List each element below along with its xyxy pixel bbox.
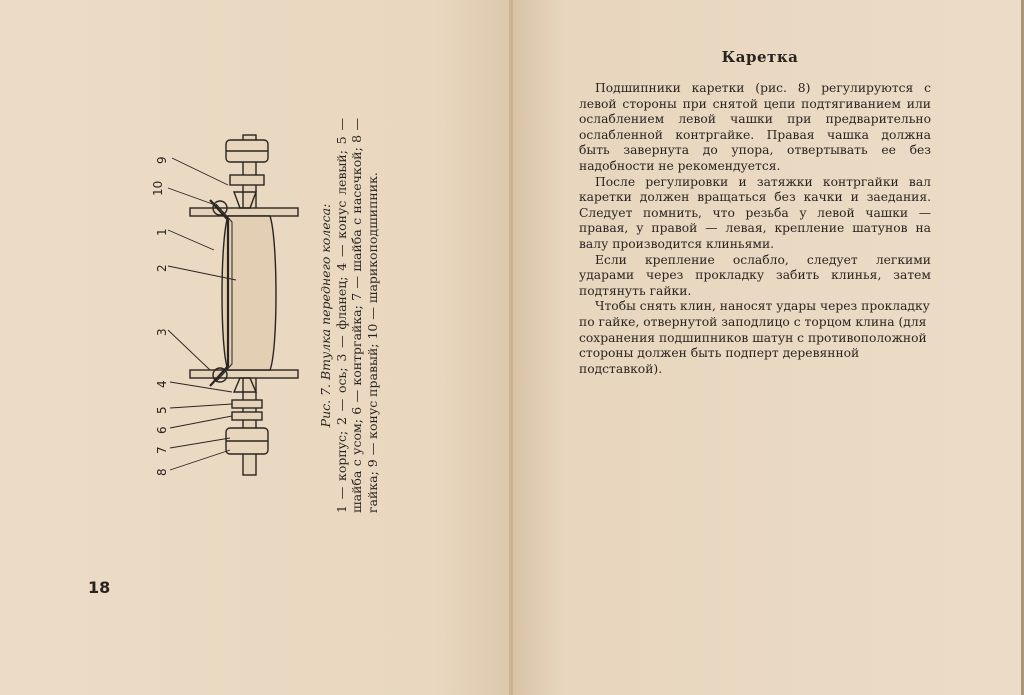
callout-4: 4 [155,380,169,388]
bottom-flange-drawing [190,370,298,378]
callout-10: 10 [151,180,165,196]
page-number: 18 [88,578,111,597]
callout-5: 5 [155,406,169,414]
figure-caption [318,118,386,513]
hub-body-drawing [222,216,276,370]
paragraph-3: Если крепление ослабло, следует легкими ударами через прокладку забить клинья, затем подтянуть гайки. [579,252,931,298]
callout-2: 2 [155,264,169,272]
hub-figure [150,130,320,490]
callout-6: 6 [155,426,169,434]
section-title: Каретка [721,48,799,66]
caption-title: Рис. 7. Втулка переднего колеса: [318,203,333,428]
callout-3: 3 [155,328,169,336]
callout-7: 7 [155,446,169,454]
paragraph-2: После регулировки и затяжки контргайки вал каретки должен вращаться без качки и заедания. Следует помнить, что резьба у левой чашки — правая, у правой — левая, крепление шатунов на валу производится клиньями. [579,174,931,251]
caption-body: 1 — корпус; 2 — ось; 3 — фланец; 4 — конус левый; 5 — шайба с усом; 6 — контргайка; 7 — шайба с насечкой; 8 — гайка; 9 — конус правый; 10 — шарикоподшипник. [333,118,380,513]
paragraph-4: Чтобы снять клин, наносят удары через прокладку по гайке, отвернутой заподлицо с торцом клина (для сохранения подшипников шатун с противоположной стороны должен быть подперт деревянной подставкой). [579,299,930,376]
callout-8: 8 [155,468,169,476]
body-text [579,81,931,377]
paragraph-1: Подшипники каретки (рис. 8) регулируются с левой стороны при снятой цепи подтягиванием или ослаблением левой чашки при предварительно ослабленной контргайке. Правая чашка должна быть завернута до упора, отвертывать ее без надобности не рекомендуется. [579,81,931,173]
top-flange-drawing [190,208,298,216]
callout-9: 9 [155,156,169,164]
callout-1: 1 [155,228,169,236]
